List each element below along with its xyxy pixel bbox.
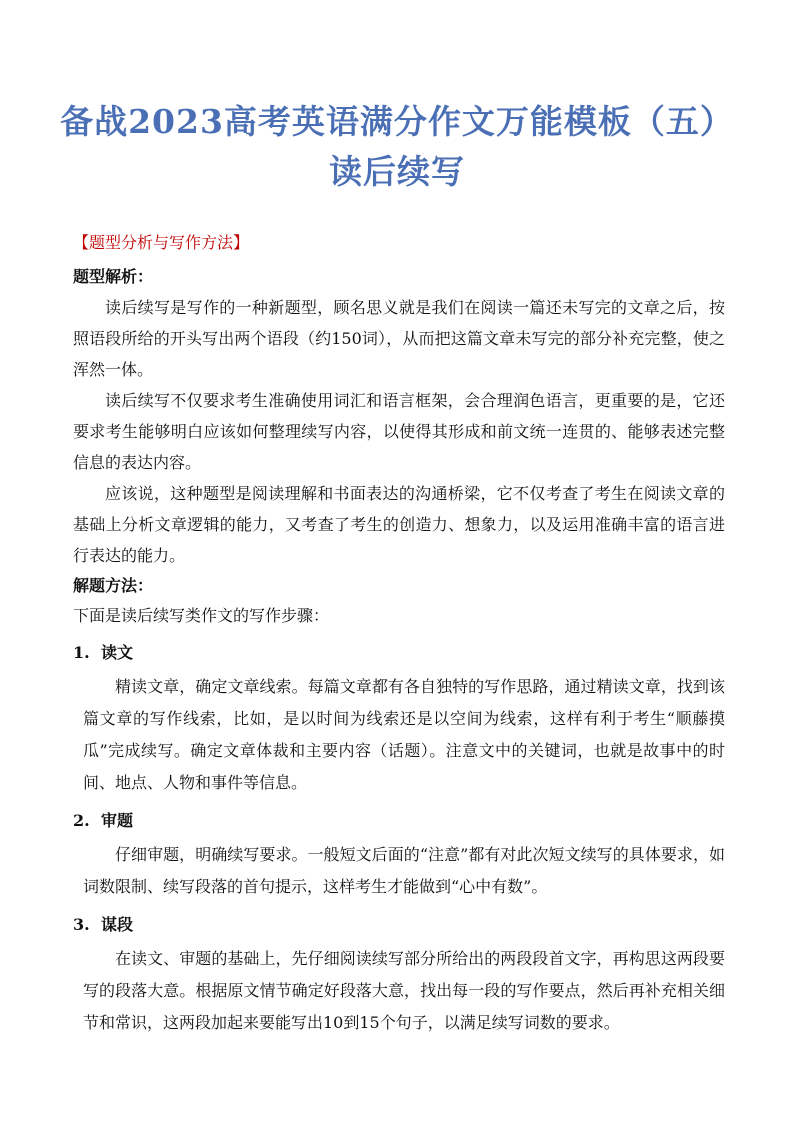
step-item-2 [73,807,725,903]
analysis-paragraph-2: 读后续写不仅要求考生准确使用词汇和语言框架，会合理润色语言，更重要的是，它还要求考生能够明白应该如何整理续写内容，以使得其形成和前文统一连贯的、能够表述完整信息的表达内容。 [73,391,725,472]
document-subtitle: 读后续写 [329,152,465,191]
analysis-paragraph-1: 读后续写是写作的一种新题型，顾名思义就是我们在阅读一篇还未写完的文章之后，按照语段所给的开头写出两个语段（约150词），从而把这篇文章未写完的部分补充完整，使之浑然一体。 [73,298,725,379]
section-tag: 【题型分析与写作方法】 [73,233,250,252]
document-body [73,230,725,1039]
step-item-3 [73,911,725,1039]
step-body: 精读文章，确定文章线索。每篇文章都有各自独特的写作思路，通过精读文章，找到该篇文章的写作线索，比如，是以时间为线索还是以空间为线索，这样有利于考生“顺藤摸瓜”完成续写。确定文章体裁和主要内容（话题）。注意文中的关键词，也就是故事中的时间、地点、人物和事件等信息。 [83,677,725,792]
step-title: 审题 [101,811,134,830]
step-heading [73,911,725,939]
step-item-1 [73,639,725,799]
step-title: 读文 [101,643,134,662]
step-number: 3. [73,915,90,934]
method-label: 解题方法： [73,576,154,595]
analysis-paragraph-3: 应该说，这种题型是阅读理解和书面表达的沟通桥梁，它不仅考查了考生在阅读文章的基础上分析文章逻辑的能力，又考查了考生的创造力、想象力，以及运用准确丰富的语言进行表达的能力。 [73,484,725,565]
document-title: 备战2023高考英语满分作文万能模板（五） [60,102,734,141]
step-heading [73,807,725,835]
step-heading [73,639,725,667]
step-body: 仔细审题，明确续写要求。一般短文后面的“注意”都有对此次短文续写的具体要求，如词数限制、续写段落的首句提示，这样考生才能做到“心中有数”。 [83,845,725,896]
analysis-label: 题型解析： [73,267,154,286]
step-title: 谋段 [101,915,134,934]
method-intro: 下面是读后续写类作文的写作步骤： [73,606,330,625]
step-number: 2. [73,811,90,830]
step-body: 在读文、审题的基础上，先仔细阅读续写部分所给出的两段段首文字，再构思这两段要写的段落大意。根据原文情节确定好段落大意，找出每一段的写作要点，然后再补充相关细节和常识，这两段加起来要能写出10到15个句子，以满足续写词数的要求。 [83,949,725,1032]
step-number: 1. [73,643,90,662]
